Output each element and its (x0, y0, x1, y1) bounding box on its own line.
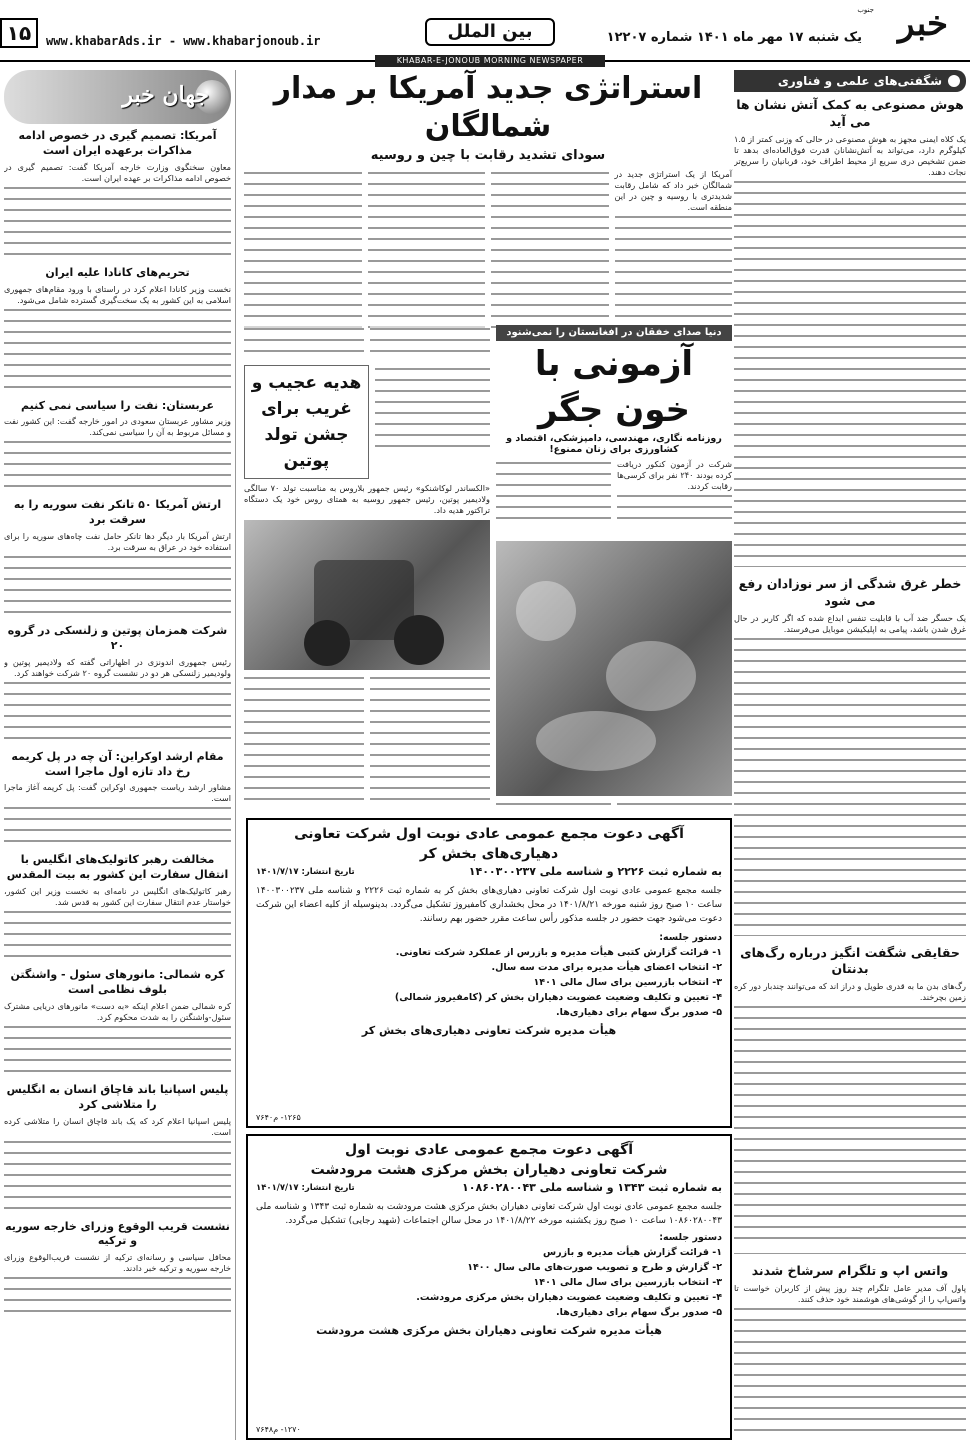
article-body (734, 1305, 966, 1440)
article-lead: یک حسگر ضد آب با قابلیت تنفس ابداع شده که اگر کاربر در حال غرق شدن باشد، پیامی به اپلیکیشن موبایل می‌فرستد. (734, 612, 966, 634)
afghan-kicker: دنیا صدای خفقان در افغانستان را نمی‌شنود (496, 325, 732, 341)
news-title[interactable]: ارتش آمریکا ۵۰ تانکر نفت سوریه را به سرقت برد (13, 498, 222, 527)
news-title[interactable]: کره شمالی: مانورهای سئول - واشنگتن بلوف نظامی است (10, 968, 225, 996)
ad-cooperative-marvdasht[interactable] (246, 1134, 732, 1440)
news-title[interactable]: پلیس اسپانیا باند قاچاق انسان به انگلیس را متلاشی کرد (6, 1082, 229, 1111)
article[interactable] (734, 1253, 966, 1440)
agenda-item: ۱- قرائت گزارش کتبی هیأت مدیره و بازرس از عملکرد شرکت تعاونی. (395, 947, 722, 958)
main-story-body (244, 169, 732, 339)
ad-date: تاریخ انتشار: ۱۴۰۱/۷/۱۷ (256, 867, 355, 877)
main-story-lead: آمریکا از یک استراتژی جدید در شمالگان خبر داد که شامل رقابت شدیدتری با روسیه و چین در این منطقه است. (614, 169, 732, 212)
article[interactable] (734, 97, 966, 566)
news-item[interactable] (4, 968, 231, 1078)
main-headline[interactable]: استراتژی جدید آمریکا بر مدار شمالگان (273, 71, 703, 144)
gift-title-box (244, 365, 369, 479)
article-body (734, 178, 966, 566)
ad-title: آگهی دعوت مجمع عمومی عادی نوبت اول (344, 1142, 634, 1158)
news-title[interactable]: نشست قریب الوقوع وزرای خارجه سوریه و ترکیه (5, 1219, 230, 1248)
news-lead: ارتش آمریکا بار دیگر دها تانکر حامل نفت چاه‌های سوریه را برای استفاده خود در عراق به سرقت برد. (4, 531, 231, 553)
science-column-header: شگفتی‌های علمی و فناوری (734, 70, 966, 92)
world-news-column (4, 70, 236, 1440)
afghan-subheadline: روزنامه نگاری، مهندسی، دامپزشکی، اقتصاد و کشاورزی برای زنان ممنوع! (506, 433, 722, 455)
afghan-headline[interactable]: آزمونی با خون جگر (534, 344, 694, 430)
news-lead: نخست وزیر کانادا اعلام کرد در راستای با ورود مقام‌های جمهوری اسلامی به این کشور به یک سخت‌گیری گسترده شامل می‌شود. (4, 283, 231, 305)
news-lead: پلیس اسپانیا اعلام کرد که یک باند قاچاق انسان را متلاشی کرده است. (4, 1115, 231, 1137)
english-banner: KHABAR-E-JONOUB MORNING NEWSPAPER (375, 55, 605, 67)
gift-lead: «الکساندر لوکاشنکو» رئیس جمهور بلاروس به مناسبت تولد ۷۰ سالگی ولادیمیر پوتین، رئیس جمهور روسیه به همتای روس خود یک دستگاه تراکتور هدیه داد. (244, 483, 490, 515)
article-title[interactable]: خطر غرق شدگی از سر نوزادان رفع می شود (738, 575, 962, 608)
article[interactable] (734, 566, 966, 935)
ad-signature: هیأت مدیره شرکت تعاونی دهیاری‌های بخش کر (361, 1024, 617, 1037)
agenda-label: دستور جلسه: (659, 932, 722, 943)
news-lead: محافل سیاسی و رسانه‌ای ترکیه از نشست قریب‌الوقوع وزرای خارجه سوریه و ترکیه خبر دادند. (4, 1252, 231, 1274)
agenda-item: ۵- صدور برگ سهام برای دهیاری‌ها. (556, 1007, 722, 1018)
center-column (244, 70, 732, 339)
issue-date: یک شنبه ۱۷ مهر ماه ۱۴۰۱ شماره ۱۲۲۰۷ (606, 30, 862, 45)
news-title[interactable]: مخالفت رهبر کاتولیک‌های انگلیس با انتقال سفارت این کشور به بیت المقدس (6, 853, 229, 882)
news-title[interactable]: مقام ارشد اوکراین: آن چه در پل کریمه رخ داد تازه اول ماجرا است (11, 749, 224, 778)
news-title[interactable]: آمریکا: تصمیم گیری در خصوص ادامه مذاکرات برعهده ایران است (18, 129, 217, 157)
afghan-exam-photo (496, 541, 732, 796)
news-item[interactable] (4, 853, 231, 963)
news-item[interactable] (4, 624, 231, 745)
tractor-photo (244, 520, 490, 670)
ad-title-line2: شرکت تعاونی دهیاران بخش مرکزی هشت مرودشت (310, 1162, 668, 1178)
afghan-story (496, 325, 732, 809)
news-lead: وزیر مشاور عربستان سعودی در امور خارجه گفت: این کشور نفت و مسائل مربوط به آن را سیاسی نمی‌کند. (4, 416, 231, 438)
agenda-item: ۳- انتخاب بازرسین برای سال مالی ۱۴۰۱ (533, 1277, 722, 1288)
news-item[interactable] (4, 498, 231, 619)
masthead (0, 0, 970, 65)
article-body (734, 1003, 966, 1253)
news-lead: کره شمالی ضمن اعلام اینکه «به دست» مانورهای دریایی مشترک سئول-واشنگتن را به شدت محکوم کرد. (4, 1000, 231, 1022)
ad-registration: به شماره ثبت ۱۳۴۳ و شناسه ملی ۱۰۸۶۰۲۸۰۰۴۳ (462, 1181, 722, 1194)
ad-code: ۱۲۶۵- م۷۶۴۰ (256, 1113, 301, 1122)
news-item[interactable] (4, 399, 231, 494)
ad-signature: هیأت مدیره شرکت تعاونی دهیاران بخش مرکزی هشت مرودشت (316, 1324, 662, 1337)
bullet-icon (948, 75, 960, 87)
afghan-lead: شرکت در آزمون کنکور دریافت کرده بودند ۲۴۰ نفر برای کرسی‌ها رقابت کردند. (617, 459, 732, 491)
agenda-item: ۲- انتخاب اعضای هیأت مدیره برای مدت سه سال. (491, 962, 722, 973)
ad-body: جلسه مجمع عمومی عادی نوبت اول شرکت تعاونی دهیاران بخش مرکزی هشت مرودشت به شماره ثبت ۱۳۴۳ و شناسه ملی ۱۰۸۶۰۲۸۰۰۴۳ ساعت ۱۰ صبح روز یکشنبه مورخه ۱۴۰۱/۸/۲۲ در محل سالن اجتماعات (شهید رجایی) تشکیل می‌گردد. (256, 1202, 722, 1226)
article-lead: پاول آف مدیر عامل تلگرام چند روز پیش از کاربران خواست تا واتس‌اپ را از گوشی‌های هوشمند خود حذف کنند. (734, 1283, 966, 1305)
news-title[interactable]: شرکت همزمان پوتین و زلنسکی در گروه ۲۰ (7, 624, 228, 652)
article-body (734, 635, 966, 935)
news-item[interactable] (4, 1220, 231, 1319)
main-subheadline: سودای تشدید رقابت با چین و روسیه (370, 148, 606, 163)
website-links[interactable]: www.khabarAds.ir - www.khabarjonoub.ir (46, 34, 321, 48)
article-title[interactable]: حقایقی شگفت انگیز درباره رگ‌های بدنتان (740, 944, 960, 977)
news-lead: معاون سخنگوی وزارت خارجه آمریکا گفت: تصمیم گیری در خصوص ادامه مذاکرات بر عهده ایران است. (4, 161, 231, 183)
news-title[interactable]: عربستان: نفت را سیاسی نمی کنیم (20, 398, 215, 412)
ad-date: تاریخ انتشار: ۱۴۰۱/۷/۱۷ (256, 1183, 355, 1193)
news-title[interactable]: تحریم‌های کانادا علیه ایران (45, 265, 190, 279)
news-item[interactable] (4, 750, 231, 849)
ad-body: جلسه مجمع عمومی عادی نوبت اول شرکت تعاونی دهیاری‌های بخش کر به شماره ثبت ۲۲۲۶ و شناسه ملی ۱۴۰۰۳۰۰۲۳۷ ساعت ۱۰ صبح روز شنبه مورخه ۱۴۰۱/۸/۲۱ در محل بخشداری کامفیروز تشکیل می‌گردد. بدینوسیله از کلیه اعضاء این شرکت دعوت می‌شود جهت حضور در جلسه مذکور رأس ساعت مقرر حضور بهم رسانند. (256, 886, 723, 924)
page-number: ۱۵ (0, 18, 38, 48)
gift-headline[interactable]: هدیه عجیب و غریب برای جشن تولد پوتین (251, 373, 362, 471)
news-lead: رئیس جمهوری اندونزی در اظهاراتی گفته که ولادیمیر پوتین و ولودیمیر زلنسکی هر دو در نشست گروه ۲۰ شرکت خواهند کرد. (4, 656, 231, 678)
agenda-item: ۴- تعیین و تکلیف وضعیت عضویت دهیاران بخش مرکزی مرودشت. (416, 1292, 722, 1303)
ad-code: ۱۲۷۰- م۷۶۴۸ (256, 1425, 301, 1434)
ad-registration: به شماره ثبت ۲۲۲۶ و شناسه ملی ۱۴۰۰۳۰۰۲۳۷ (468, 865, 722, 878)
article-lead: رگ‌های بدن ما به قدری طویل و دراز اند که می‌توانند چندبار دور کره زمین بچرخند. (734, 981, 966, 1003)
agenda-label: دستور جلسه: (659, 1232, 722, 1243)
section-title: بین الملل (425, 18, 555, 46)
newspaper-logo[interactable]: خبر (897, 4, 948, 44)
news-item[interactable] (4, 1083, 231, 1215)
news-lead: رهبر کاتولیک‌های انگلیس در نامه‌ای به نخست وزیر این کشور، خواستار عدم انتقال سفارت این کشور به قدس شد. (4, 886, 231, 908)
news-lead: مشاور ارشد ریاست جمهوری اوکراین گفت: پل کریمه آغاز ماجرا است. (4, 782, 231, 804)
news-item[interactable] (4, 266, 231, 394)
agenda-item: ۲- گزارش و طرح و تصویب صورت‌های مالی سال ۱۴۰۰ (467, 1262, 722, 1273)
agenda-item: ۴- تعیین و تکلیف وضعیت عضویت دهیاران بخش کر (کامفیروز شمالی) (394, 992, 722, 1003)
science-column (734, 70, 966, 1440)
news-item[interactable] (4, 129, 231, 261)
agenda-item: ۳- انتخاب بازرسین برای سال مالی ۱۴۰۱ (533, 977, 722, 988)
article-title[interactable]: هوش مصنوعی به کمک آتش نشان ها می آید (736, 97, 964, 129)
agenda-item: ۵- صدور برگ سهام برای دهیاری‌ها. (556, 1307, 722, 1318)
article-title[interactable]: واتس اپ و تلگرام سرشاخ شدند (751, 1263, 949, 1279)
ad-title: آگهی دعوت مجمع عمومی عادی نوبت اول شرکت تعاونی دهیاری‌های بخش کر (294, 826, 684, 862)
world-news-header: جهان خبر (4, 70, 231, 124)
logo-sub: جنوب (857, 6, 874, 14)
agenda-item: ۱- قرائت گزارش هیأت مدیره و بازرس (543, 1247, 722, 1258)
article-lead: یک کلاه ایمنی مجهز به هوش مصنوعی در حالی که وزنی کمتر از ۱.۵ کیلوگرم دارد، می‌تواند به آتش‌نشانان قدرت فوق‌العاده‌ای بدهد تا ضمن تشخیص دری سریع از محیط اطراف خود، قربانیان را سریع‌تر نجات دهند. (734, 133, 966, 177)
article[interactable] (734, 935, 966, 1254)
gift-story (244, 325, 490, 809)
ad-cooperative-kor[interactable] (246, 818, 732, 1128)
